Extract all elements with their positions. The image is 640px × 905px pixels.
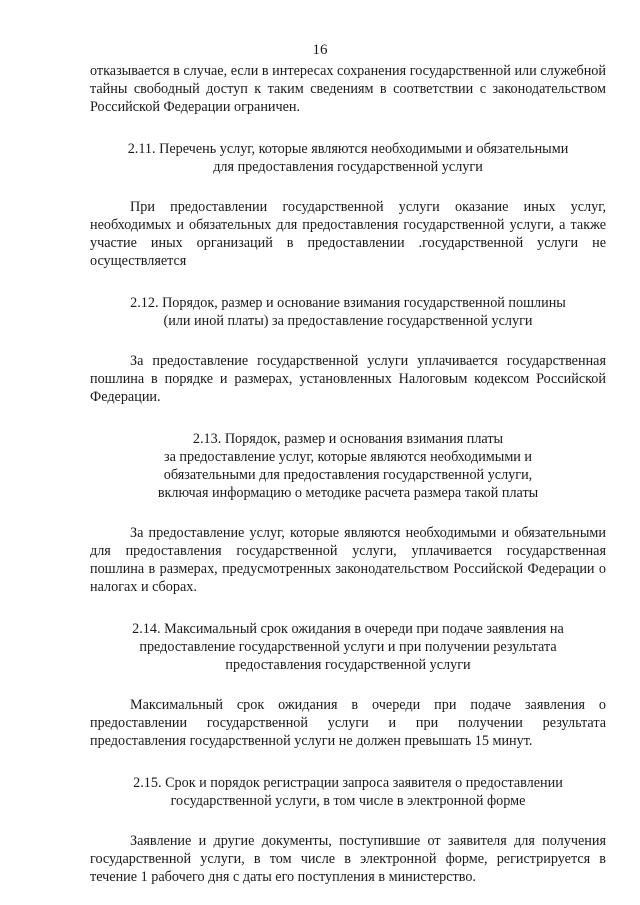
- page-number: 16: [312, 42, 328, 58]
- section-heading-2-11: [90, 140, 606, 176]
- section-paragraph-2-12: За предоставление государственной услуги уплачивается государственная пошлина в порядке и размерах, установленных Налоговым кодексом Российской Федерации.: [90, 353, 606, 405]
- section-paragraph-2-11: При предоставлении государственной услуги оказание иных услуг, необходимых и обязательных для предоставления государственной услуги, а также участие иных организаций в предоставлении .государственной услуги не осуществляется: [90, 199, 606, 269]
- heading-line: обязательными для предоставления государственной услуги,: [163, 467, 533, 483]
- section-paragraph-2-15: Заявление и другие документы, поступившие от заявителя для получения государственной услуги, в том числе в электронной форме, регистрируется в течение 1 рабочего дня с даты его поступления в министерство.: [90, 833, 606, 885]
- heading-line: 2.12. Порядок, размер и основание взимания государственной пошлины: [130, 295, 566, 311]
- heading-line: включая информацию о методике расчета размера такой платы: [157, 485, 539, 501]
- intro-paragraph: отказывается в случае, если в интересах сохранения государственной или служебной тайны свободный доступ к таким сведениям в соответствии с законодательством Российской Федерации ограничен.: [90, 63, 606, 115]
- heading-line: 2.15. Срок и порядок регистрации запроса заявителя о предоставлении: [133, 775, 563, 791]
- section-heading-2-12: [90, 294, 606, 330]
- heading-line: для предоставления государственной услуги: [213, 159, 483, 175]
- section-paragraph-2-13: За предоставление услуг, которые являются необходимыми и обязательными для предоставления государственной услуги, уплачивается государственная пошлина в размерах, предусмотренных законодательством Российской Федерации о налогах и сборах.: [90, 525, 606, 595]
- heading-line: предоставления государственной услуги: [225, 657, 471, 673]
- heading-line: 2.11. Перечень услуг, которые являются необходимыми и обязательными: [127, 141, 569, 157]
- section-heading-2-15: [90, 774, 606, 810]
- document-body: [90, 62, 606, 886]
- section-paragraph-2-14: Максимальный срок ожидания в очереди при подаче заявления о предоставлении государственной услуги и при получении результата предоставления государственной услуги не должен превышать 15 минут.: [90, 697, 606, 749]
- heading-line: 2.14. Максимальный срок ожидания в очереди при подаче заявления на: [132, 621, 564, 637]
- heading-line: (или иной платы) за предоставление государственной услуги: [163, 313, 533, 329]
- heading-line: предоставление государственной услуги и при получении результата: [139, 639, 557, 655]
- heading-line: 2.13. Порядок, размер и основания взимания платы: [192, 431, 504, 447]
- section-heading-2-14: [90, 620, 606, 674]
- heading-line: за предоставление услуг, которые являются необходимыми и: [163, 449, 533, 465]
- section-heading-2-13: [90, 430, 606, 502]
- heading-line: государственной услуги, в том числе в электронной форме: [170, 793, 526, 809]
